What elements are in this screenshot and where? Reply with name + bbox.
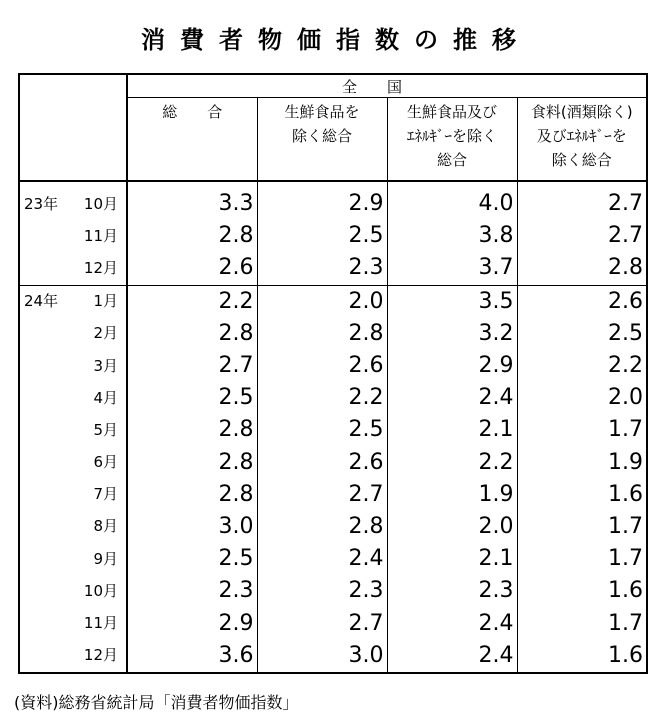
table-cell: 2.8	[257, 318, 387, 350]
table-row	[19, 511, 647, 543]
table-row	[19, 220, 647, 252]
table-cell: 2.7	[257, 607, 387, 639]
row-month: 7月	[93, 485, 118, 504]
header-line: 総合	[436, 151, 467, 169]
table-cell: 2.4	[387, 382, 517, 414]
table-cell: 2.1	[387, 543, 517, 575]
table-row	[19, 640, 647, 673]
row-label	[19, 285, 127, 318]
table-cell: 2.0	[387, 511, 517, 543]
table-row	[19, 382, 647, 414]
table-cell: 2.1	[387, 414, 517, 446]
table-cell: 2.2	[517, 350, 647, 382]
row-month: 4月	[93, 388, 118, 407]
table-row	[19, 252, 647, 285]
table-cell: 1.9	[517, 447, 647, 479]
header-line: ｴﾈﾙｷﾞｰを除く	[406, 127, 497, 145]
table-cell: 1.7	[517, 607, 647, 639]
row-label	[19, 607, 127, 639]
row-month: 9月	[93, 549, 118, 568]
table-cell: 2.0	[517, 382, 647, 414]
source-note: (資料)総務省統計局「消費者物価指数」	[14, 693, 299, 712]
table-row	[19, 318, 647, 350]
header-line: 総 合	[162, 103, 223, 121]
table-cell: 1.9	[387, 479, 517, 511]
table-cell: 2.4	[257, 543, 387, 575]
table-cell: 1.6	[517, 640, 647, 673]
table-cell: 2.8	[127, 414, 257, 446]
table-cell: 2.8	[257, 511, 387, 543]
header-col-general	[127, 98, 257, 182]
table-cell: 2.6	[257, 350, 387, 382]
header-col-core	[257, 98, 387, 182]
table-cell: 2.5	[127, 382, 257, 414]
table-cell: 2.5	[257, 414, 387, 446]
row-month: 1月	[93, 292, 118, 311]
row-year: 23年	[24, 194, 59, 213]
table-cell: 3.2	[387, 318, 517, 350]
table-row	[19, 479, 647, 511]
table-cell: 2.2	[387, 447, 517, 479]
row-month: 5月	[93, 420, 118, 439]
table-cell: 2.3	[257, 252, 387, 285]
table-cell: 3.0	[257, 640, 387, 673]
table-cell: 2.9	[127, 607, 257, 639]
header-line: 及びｴﾈﾙｷﾞｰを	[536, 127, 627, 145]
table-cell: 2.0	[257, 285, 387, 318]
table-cell: 2.2	[127, 285, 257, 318]
table-cell: 2.7	[517, 188, 647, 220]
row-label	[19, 640, 127, 673]
table-row	[19, 414, 647, 446]
table-cell: 2.2	[257, 382, 387, 414]
row-month: 11月	[83, 226, 118, 245]
table-row	[19, 285, 647, 318]
table-cell: 1.7	[517, 543, 647, 575]
table-cell: 2.9	[387, 350, 517, 382]
row-month: 10月	[83, 581, 118, 600]
row-label	[19, 350, 127, 382]
table-cell: 2.6	[257, 447, 387, 479]
table-cell: 3.0	[127, 511, 257, 543]
table-cell: 3.6	[127, 640, 257, 673]
table-cell: 3.7	[387, 252, 517, 285]
row-month: 8月	[93, 517, 118, 536]
header-line: 食料(酒類除く)	[530, 103, 633, 121]
table-cell: 2.8	[127, 479, 257, 511]
header-line: 生鮮食品を	[284, 103, 360, 121]
page-title: 消費者物価指数の推移	[141, 26, 531, 54]
table-cell: 2.3	[257, 575, 387, 607]
table-cell: 1.6	[517, 479, 647, 511]
table-cell: 2.5	[257, 220, 387, 252]
table-cell: 2.6	[517, 285, 647, 318]
table-cell: 1.7	[517, 414, 647, 446]
table-cell: 2.3	[127, 575, 257, 607]
table-cell: 2.9	[257, 188, 387, 220]
table-row	[19, 447, 647, 479]
header-corner	[19, 74, 127, 181]
header-line: 除く総合	[291, 127, 352, 145]
table-row	[19, 543, 647, 575]
table-cell: 3.3	[127, 188, 257, 220]
table-cell: 2.6	[127, 252, 257, 285]
row-month: 2月	[93, 324, 118, 343]
table-cell: 2.4	[387, 640, 517, 673]
row-label	[19, 318, 127, 350]
row-label	[19, 575, 127, 607]
header-col-core-core	[387, 98, 517, 182]
table-cell: 2.7	[517, 220, 647, 252]
row-month: 3月	[93, 356, 118, 375]
header-line: 除く総合	[551, 151, 612, 169]
cpi-table	[18, 73, 648, 674]
row-label	[19, 382, 127, 414]
row-month: 12月	[83, 258, 118, 277]
row-label	[19, 479, 127, 511]
row-label	[19, 447, 127, 479]
table-cell: 1.6	[517, 575, 647, 607]
row-label	[19, 511, 127, 543]
table-cell: 1.7	[517, 511, 647, 543]
table-cell: 2.7	[257, 479, 387, 511]
table-cell: 2.8	[127, 318, 257, 350]
table-cell: 2.5	[127, 543, 257, 575]
row-label	[19, 252, 127, 285]
header-line: 生鮮食品及び	[406, 103, 497, 121]
table-cell: 3.5	[387, 285, 517, 318]
row-label	[19, 220, 127, 252]
table-row	[19, 607, 647, 639]
table-cell: 2.8	[127, 220, 257, 252]
row-month: 6月	[93, 453, 118, 472]
table-cell: 2.8	[517, 252, 647, 285]
row-label	[19, 414, 127, 446]
table-cell: 3.8	[387, 220, 517, 252]
table-cell: 2.4	[387, 607, 517, 639]
header-group-national: 全国	[127, 74, 647, 98]
row-label	[19, 543, 127, 575]
header-col-food-energy-excluded	[517, 98, 647, 182]
table-cell: 2.7	[127, 350, 257, 382]
row-month: 11月	[83, 614, 118, 633]
table-cell: 2.8	[127, 447, 257, 479]
table-row	[19, 188, 647, 220]
table-cell: 2.5	[517, 318, 647, 350]
table-row	[19, 350, 647, 382]
table-row	[19, 575, 647, 607]
row-month: 10月	[83, 194, 118, 213]
row-label	[19, 188, 127, 220]
table-cell: 2.3	[387, 575, 517, 607]
table-cell: 4.0	[387, 188, 517, 220]
row-year: 24年	[24, 292, 59, 311]
row-month: 12月	[83, 646, 118, 665]
